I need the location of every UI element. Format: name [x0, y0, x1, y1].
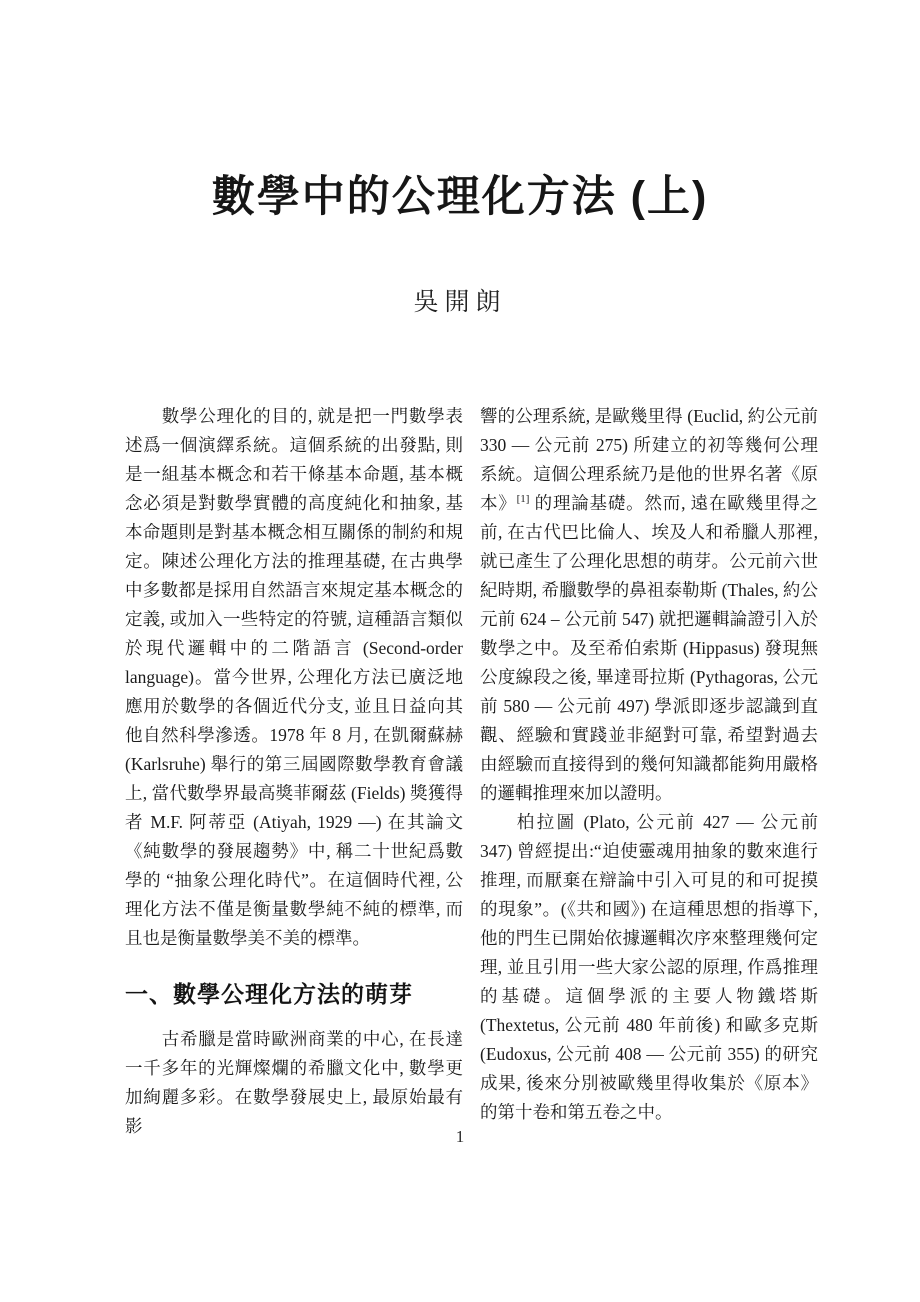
section-first-paragraph: 古希臘是當時歐洲商業的中心, 在長達一千多年的光輝燦爛的希臘文化中, 數學更加絢麗多彩。在數學發展史上, 最原始最有影: [125, 1029, 463, 1136]
section-heading: 一、數學公理化方法的萌芽: [125, 981, 413, 1007]
continuation-paragraph: [480, 402, 818, 808]
plato-paragraph: 柏拉圖 (Plato, 公元前 427 — 公元前 347) 曾經提出:“迫使靈魂用抽象的數來進行推理, 而厭棄在辯論中引入可見的和可捉摸的現象”。(《共和國》) 在這種思想的指導下, 他的門生已開始依據邏輯次序來整理幾何定理, 並且引用一些大家公認的原理, 作爲推理的基礎。這個學派的主要人物鐵塔斯 (Thextetus, 公元前 480 年前後) 和歐多克斯 (Eudoxus, 公元前 408 — 公元前 355) 的研究成果, 後來分別被歐幾里得收集於《原本》的第十卷和第五卷之中。: [480, 812, 818, 1122]
document-author: 吳開朗: [413, 289, 507, 316]
two-column-body: [125, 402, 819, 1141]
page-number: 1: [455, 1127, 465, 1146]
left-column: [125, 402, 463, 1141]
continuation-text-after-footnote: 的理論基礎。然而, 遠在歐幾里得之前, 在古代巴比倫人、埃及人和希臘人那裡, 就已產生了公理化思想的萌芽。公元前六世紀時期, 希臘數學的鼻祖泰勒斯 (Thales, 約公元前 624 – 公元前 547) 就把邏輯論證引入於數學之中。及至希伯索斯 (Hippasus) 發現無公度線段之後, 畢達哥拉斯 (Pythagoras, 公元前 580 — 公元前 497) 學派即逐步認識到直觀、經驗和實踐並非絕對可靠, 希望對過去由經驗而直接得到的幾何知識都能夠用嚴格的邏輯推理來加以證明。: [480, 493, 819, 803]
document-title: 數學中的公理化方法 (上): [211, 173, 709, 221]
continuation-text-before-footnote: 響的公理系統, 是歐幾里得 (Euclid, 約公元前 330 — 公元前 275) 所建立的初等幾何公理系統。這個公理系統乃是他的世界名著《原本》: [480, 406, 818, 513]
intro-paragraph: 數學公理化的目的, 就是把一門數學表述爲一個演繹系統。這個系統的出發點, 則是一組基本概念和若干條基本命題, 基本概念必須是對數學實體的高度純化和抽象, 基本命題則是對基本概念相互關係的制約和規定。陳述公理化方法的推理基礎, 在古典學中多數都是採用自然語言來規定基本概念的定義, 或加入一些特定的符號, 這種語言類似於現代邏輯中的二階語言 (Second-order language)。當今世界, 公理化方法已廣泛地應用於數學的各個近代分支, 並且日益向其他自然科學滲透。1978 年 8 月, 在凱爾蘇赫 (Karlsruhe) 舉行的第三屆國際數學教育會議上, 當代數學界最高獎菲爾茲 (Fields) 獎獲得者 M.F. 阿蒂亞 (Atiyah, 1929 —) 在其論文《純數學的發展趨勢》中, 稱二十世紀爲數學的 “抽象公理化時代”。在這個時代裡, 公理化方法不僅是衡量數學純不純的標準, 而且也是衡量數學美不美的標準。: [125, 406, 463, 948]
footnote-marker: [1]: [516, 493, 530, 506]
right-column: [480, 402, 818, 1141]
